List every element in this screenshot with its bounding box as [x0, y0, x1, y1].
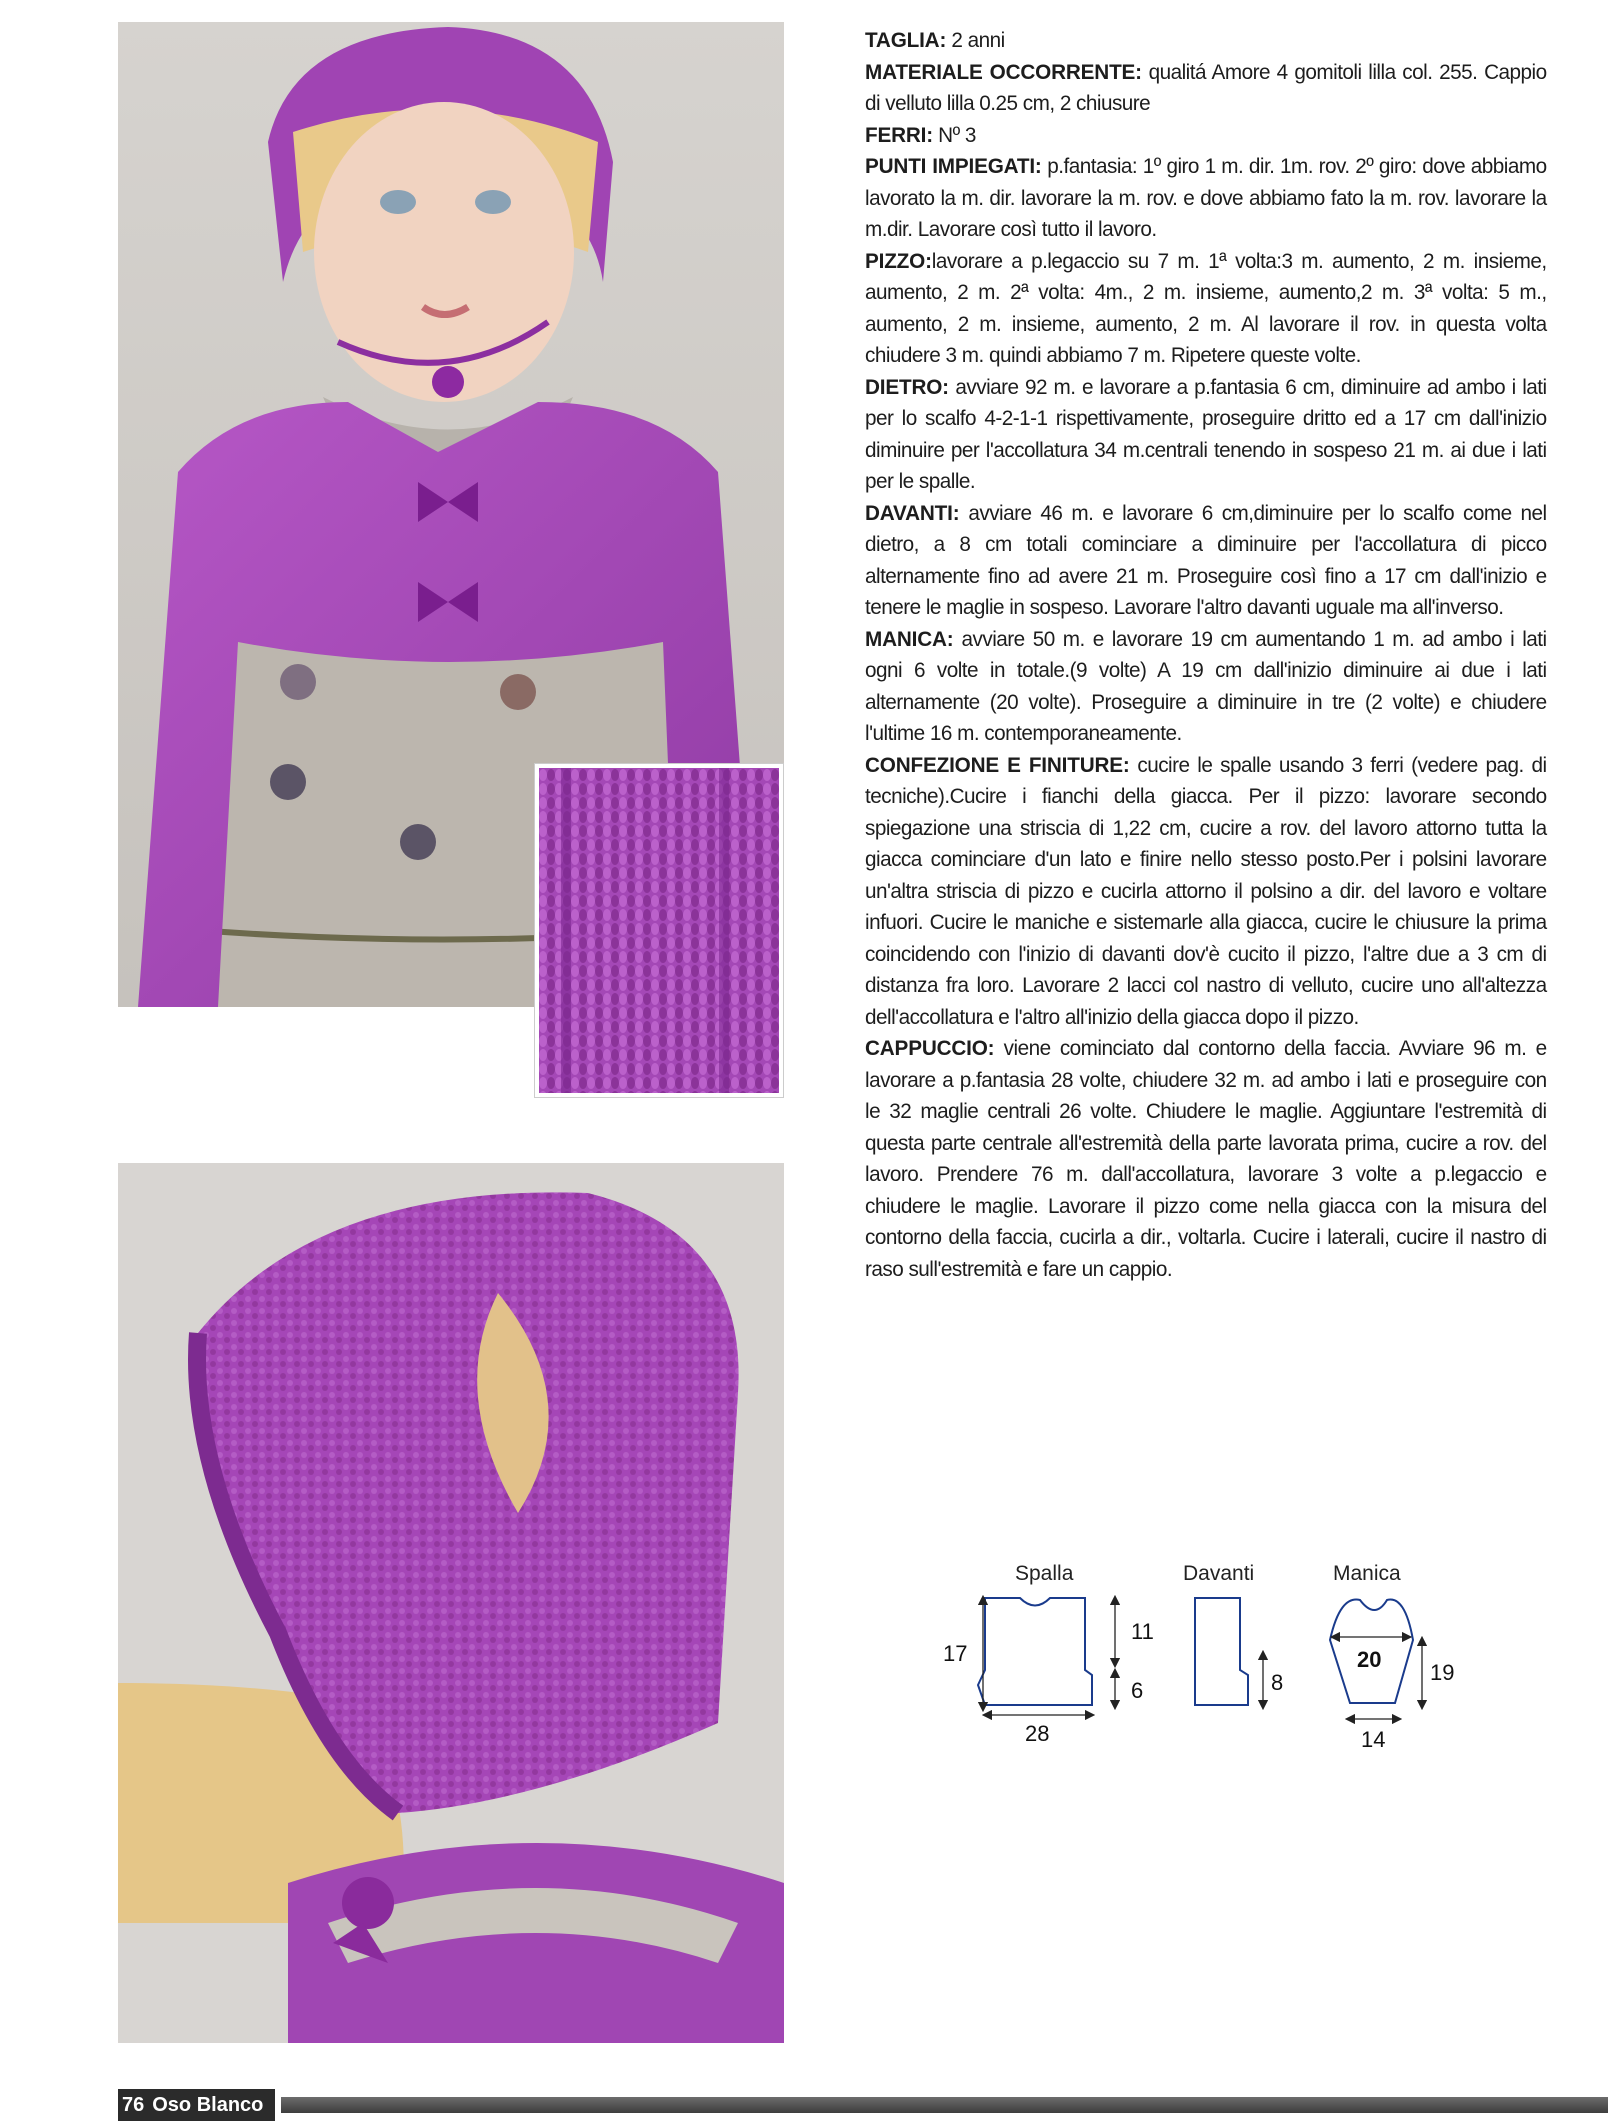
text-davanti: avviare 46 m. e lavorare 6 cm,diminuire per lo scalfo come nel dietro, a 8 cm totali cominciare a diminuire per l'accollatura di picco alternamente fino ad avere 21 m. Proseguire così fino a 17 cm dall'inizio e tenere le maglie in sospeso. Lavorare l'altro davanti uguale ma all'inverso. [865, 499, 1547, 619]
label-ferri: FERRI: [865, 121, 933, 147]
section-pizzo [865, 245, 1547, 371]
section-taglia [865, 24, 1547, 56]
text-manica: avviare 50 m. e lavorare 19 cm aumentando 1 m. ad ambo i lati ogni 6 volte in totale.(9 volte) A 19 cm dall'inizio diminuire ai due i lati alternamente (20 volte). Proseguire a diminuire in tre (2 volte) e chiudere l'ultime 16 m. contemporaneamente. [865, 625, 1547, 745]
label-manica: MANICA: [865, 625, 954, 651]
label-pizzo: PIZZO: [865, 247, 932, 273]
text-dietro: avviare 92 m. e lavorare a p.fantasia 6 cm, diminuire ad ambo i lati per lo scalfo 4-2-1-1 rispettivamente, proseguire dritto ed a 17 cm dall'inizio diminuire per l'accollatura 34 m.centrali tenendo in sospeso 21 m. ai due i lati per le spalle. [865, 373, 1547, 493]
page-number: 76 [122, 2093, 145, 2116]
pattern-schematics [935, 1555, 1475, 1785]
publication-name: Oso Blanco [152, 2093, 264, 2116]
spalla-lower: 6 [1131, 1678, 1144, 1703]
photo-bonnet-back [118, 1163, 784, 2043]
text-punti: p.fantasia: 1º giro 1 m. dir. 1m. rov. 2º giro: dove abbiamo lavorato la m. dir. lavorare la m. rov. e dove abbiamo fato la m. rov. lavorare la m.dir. Lavorare così tutto il lavoro. [865, 153, 1547, 241]
photo-stitch-detail [535, 764, 783, 1097]
manica-height: 19 [1430, 1660, 1455, 1685]
section-materiale [865, 56, 1547, 119]
label-materiale: MATERIALE OCCORRENTE: [865, 58, 1142, 84]
text-ferri: Nº 3 [938, 121, 976, 147]
label-taglia: TAGLIA: [865, 27, 947, 52]
label-dietro: DIETRO: [865, 373, 949, 399]
section-davanti [865, 497, 1547, 623]
schematic-davanti [1183, 1562, 1283, 1705]
outline-davanti [1195, 1598, 1248, 1705]
folio [118, 2089, 275, 2121]
spalla-width: 28 [1025, 1721, 1050, 1746]
section-dietro [865, 371, 1547, 497]
manica-bottom: 14 [1361, 1727, 1386, 1752]
section-cappuccio [865, 1032, 1547, 1284]
section-confezione [865, 749, 1547, 1033]
davanti-height: 8 [1271, 1670, 1284, 1695]
text-materiale: qualitá Amore 4 gomitoli lilla col. 255. Cappio di velluto lilla 0.25 cm, 2 chiusure [865, 58, 1547, 115]
label-confezione: CONFEZIONE E FINITURE: [865, 751, 1130, 777]
section-punti [865, 150, 1547, 245]
text-pizzo: lavorare a p.legaccio su 7 m. 1ª volta:3 m. aumento, 2 m. insieme, aumento, 2 m. 2ª volta: 4m., 2 m. insieme, aumento,2 m. 3ª volta: 5 m., aumento, 2 m. insieme, aumento, 2 m. Al lavorare il rov. in questa volta chiudere 3 m. quindi abbiamo 7 m. Ripetere queste volte. [865, 247, 1547, 367]
label-davanti: DAVANTI: [865, 499, 960, 525]
outline-spalla [978, 1598, 1092, 1705]
schematic-spalla [943, 1562, 1154, 1746]
spalla-upper: 11 [1131, 1619, 1154, 1644]
text-confezione: cucire le spalle usando 3 ferri (vedere pag. di tecniche).Cucire i fianchi della giacca. Per il pizzo: lavorare secondo spiegazione una striscia di 1,22 cm, cucire a rov. del lavoro attorno tutta la giacca cominciare d'un lato e finire nello stesso posto.Per i polsini lavorare un'altra striscia di pizzo e cucirla attorno il polsino a dir. del lavoro e voltare infuori. Cucire le maniche e sistemarle alla giacca, cucire le chiusure la prima coincidendo con l'inizio di davanti dov'è cucito il pizzo, l'altre due a 3 cm di distanza fra loro. Lavorare 2 lacci col nastro di velluto, cucire uno all'altezza dell'accollatura e l'altro all'inizio della giacca dopo il pizzo. [865, 751, 1547, 1029]
page-footer [118, 2085, 1608, 2125]
title-davanti: Davanti [1183, 1562, 1255, 1585]
manica-top: 20 [1357, 1647, 1382, 1672]
label-punti: PUNTI IMPIEGATI: [865, 153, 1042, 178]
footer-bar [281, 2097, 1608, 2113]
text-taglia: 2 anni [951, 27, 1005, 52]
text-cappuccio: viene cominciato dal contorno della faccia. Avviare 96 m. e lavorare a p.fantasia 28 volte, chiudere 32 m. ad ambo i lati e proseguire con le 32 maglie centrali 26 volte. Chiudere le maglie. Aggiuntare l'estremità di questa parte centrale all'estremità della parte lavorata prima, cucire a rov. del lavoro. Prendere 76 m. dall'accollatura, lavorare 3 volte a p.legaccio e chiudere le maglie. Lavorare il pizzo come nella giacca con la misura del contorno della faccia, cucirla a dir., voltarla. Cucire i laterali, cucire il nastro di raso sull'estremità e fare un cappio. [865, 1035, 1547, 1281]
section-ferri [865, 119, 1547, 151]
title-spalla: Spalla [1015, 1562, 1074, 1585]
schematic-manica [1330, 1562, 1454, 1752]
section-manica [865, 623, 1547, 749]
spalla-height: 17 [943, 1641, 968, 1666]
title-manica: Manica [1333, 1562, 1401, 1585]
knitting-instructions [865, 24, 1547, 1284]
label-cappuccio: CAPPUCCIO: [865, 1035, 995, 1060]
